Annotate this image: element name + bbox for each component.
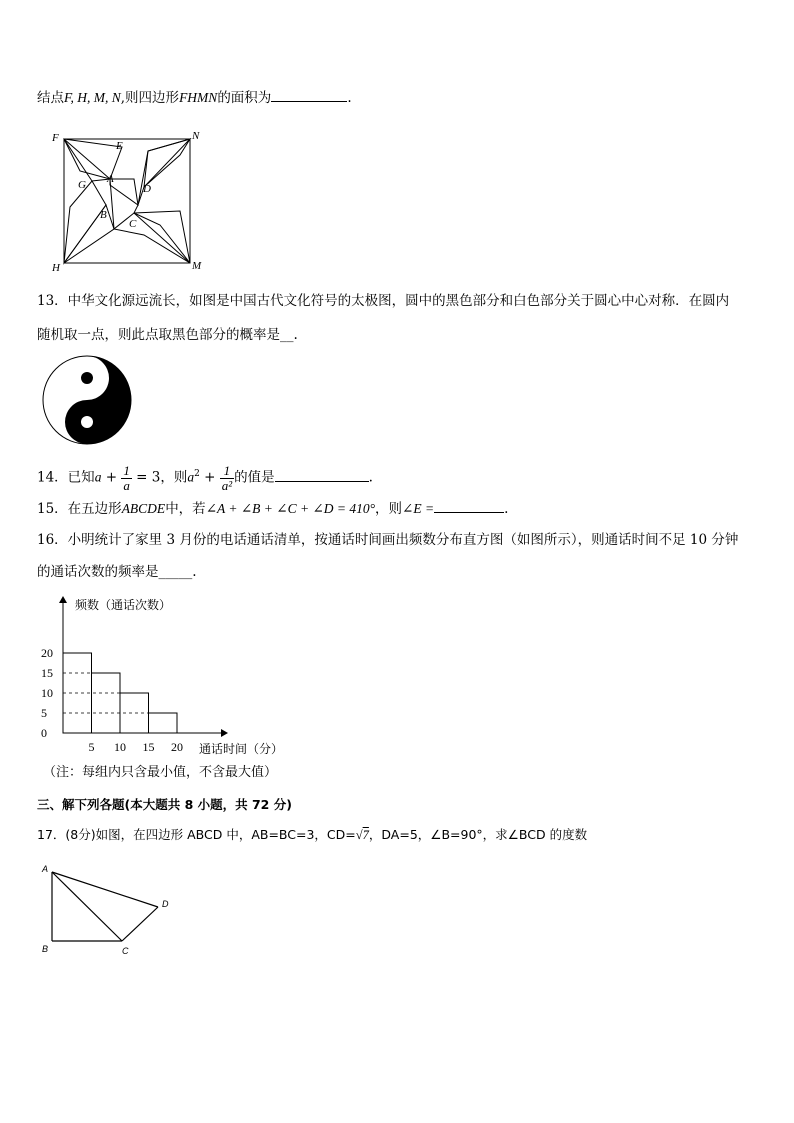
q12-text-c: 的面积为 — [217, 90, 272, 106]
y-axis-label: 频数（通话次数） — [75, 598, 172, 612]
label-C: C — [129, 218, 137, 230]
q13-line2: 随机取一点，则此点取黑色部分的概率是__. — [37, 327, 298, 343]
taiji-figure — [41, 354, 133, 446]
q14-frac1-den: a — [123, 477, 130, 493]
figure-q17-quadrilateral — [38, 860, 178, 960]
q14-var-a: a — [94, 469, 102, 485]
q17-label-C: C — [122, 946, 129, 956]
x-tick-label: 5 — [88, 740, 95, 754]
label-F: F — [52, 132, 59, 144]
q15-line — [37, 498, 508, 518]
q14-plus: + — [101, 469, 122, 486]
q17-sqrt-value: 7 — [362, 828, 369, 842]
answer-blank-14[interactable] — [275, 467, 369, 482]
q14-var-a2: a — [187, 469, 195, 485]
q12-text-b: ,则四边形 — [120, 90, 180, 106]
x-tick-label: 10 — [114, 740, 126, 754]
histogram-bar — [149, 713, 178, 733]
q15-ask: ∠E = — [402, 501, 435, 516]
q15-prefix: 15．在五边形 — [37, 501, 122, 517]
x-tick-label: 20 — [171, 740, 183, 754]
q15-expression: ∠A + ∠B + ∠C + ∠D = 410° — [205, 501, 376, 516]
label-N: N — [192, 130, 200, 142]
q12-end: . — [347, 90, 352, 106]
y-tick-label: 20 — [41, 646, 53, 660]
q14-prefix: 14．已知 — [37, 469, 95, 486]
q14-plus2: + — [199, 469, 220, 486]
y-tick-label: 5 — [41, 706, 47, 720]
q14-mid: ，则 — [160, 469, 188, 486]
q14-sup: 2 — [194, 469, 200, 479]
q17-suffix: ，DA=5，∠B=90°，求∠BCD 的度数 — [368, 827, 588, 842]
q17-label-B: B — [42, 944, 49, 954]
q14-frac2-num: 1 — [220, 464, 234, 479]
y-tick-label: 10 — [41, 686, 53, 700]
q12-tail-line — [37, 87, 352, 107]
q15-end: . — [504, 501, 509, 517]
label-H: H — [52, 262, 60, 274]
q14-frac2-den: a² — [221, 477, 233, 493]
figure-q12-pinwheel — [40, 125, 210, 275]
q17-prefix: 17．(8分)如图，在四边形 ABCD 中，AB=BC=3，CD= — [37, 827, 356, 842]
q12-text: 结点 — [37, 90, 64, 106]
label-M: M — [192, 260, 202, 272]
answer-blank-15[interactable] — [434, 498, 504, 513]
answer-blank-12[interactable] — [271, 87, 347, 102]
label-G: G — [78, 179, 86, 191]
q15-shape: ABCDE — [121, 501, 166, 516]
histogram-bar — [92, 673, 121, 733]
q17-line — [37, 826, 587, 844]
q15-then: ，则 — [375, 501, 403, 517]
q16-line1: 16．小明统计了家里 3 月份的电话通话清单，按通话时间画出频数分布直方图（如图所示），则通话时间不足 10 分钟 — [37, 532, 739, 548]
q14-frac1-num: 1 — [123, 462, 130, 478]
q12-points: F, H, M, N — [64, 90, 121, 105]
q14-fraction-2 — [220, 464, 234, 493]
label-B: B — [100, 209, 107, 221]
q14-suffix: 的值是 — [234, 469, 275, 486]
q17-label-A: A — [42, 864, 49, 874]
q15-mid: 中，若 — [165, 501, 206, 517]
chart-note: （注：每组内只含最小值，不含最大值） — [43, 765, 278, 780]
q14-fraction-1 — [121, 464, 132, 493]
label-D: D — [143, 183, 151, 195]
q13-line1: 13．中华文化源远流长，如图是中国古代文化符号的太极图，圆中的黑色部分和白色部分关于圆心中心对称．在圆内 — [37, 293, 730, 309]
x-axis-label: 通话时间（分） — [199, 742, 284, 756]
histogram-chart — [37, 593, 337, 783]
y-tick-label: 0 — [41, 726, 47, 740]
q17-label-D: D — [162, 899, 169, 909]
section-heading: 三、解下列各题(本大题共 8 小题，共 72 分) — [37, 797, 292, 812]
label-A: A — [107, 173, 114, 185]
q17-sqrt: √7 — [355, 828, 369, 842]
q12-shape-name: FHMN — [179, 90, 218, 105]
q14-eq3: = 3 — [131, 469, 161, 486]
x-tick-label: 15 — [142, 740, 155, 754]
q14-end: . — [368, 469, 373, 486]
q16-line2: 的通话次数的频率是_____. — [37, 564, 197, 580]
q14-line — [37, 456, 373, 492]
label-E: E — [116, 140, 123, 152]
y-tick-label: 15 — [41, 666, 53, 680]
